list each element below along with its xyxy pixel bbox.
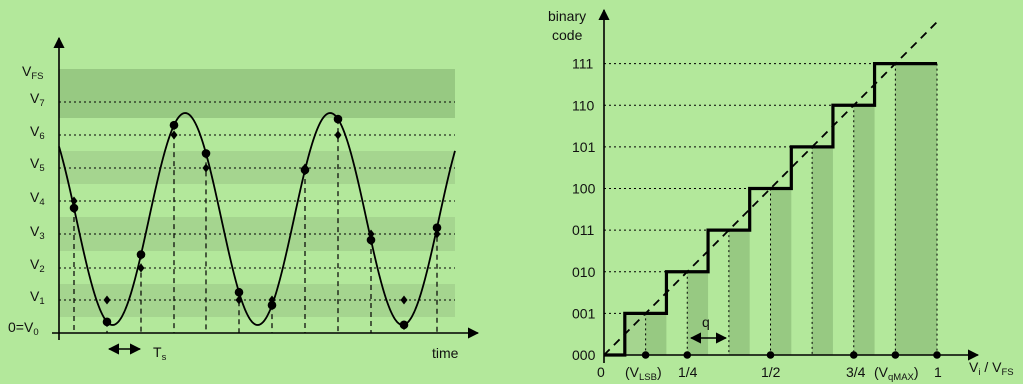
code-gap <box>666 272 687 355</box>
voltage-level-labels <box>8 63 45 338</box>
voltage-label-6: $V_6$ <box>30 123 45 142</box>
code-interval-bands <box>625 64 937 355</box>
code-band-5 <box>812 147 833 355</box>
code-band-4 <box>771 189 792 356</box>
code-band-1 <box>646 313 667 355</box>
x-tick-dot-1 <box>683 351 691 359</box>
voltage-label-1: $V_1$ <box>30 288 45 307</box>
sample-dot-10 <box>400 321 409 330</box>
sample-period-label: $T_s$ <box>153 344 167 363</box>
x-tick-label-zero: 0 <box>597 364 605 380</box>
binary-code-title-line1: binary <box>548 8 587 24</box>
x-tick-dot-5 <box>933 351 941 359</box>
sample-dot-5 <box>235 288 244 297</box>
x-tick-dot-4 <box>892 351 900 359</box>
sample-dot-8 <box>334 115 343 124</box>
sampling-panel <box>8 38 478 363</box>
code-label-010: 010 <box>572 263 596 280</box>
quantized-diamond-8 <box>335 131 342 140</box>
binary-code-labels <box>572 56 596 363</box>
code-band-7 <box>895 64 937 355</box>
voltage-label-8: $V_{FS}$ <box>22 63 44 82</box>
x-tick-label-three-quarter: 3/4 <box>846 364 866 380</box>
code-label-001: 001 <box>572 305 596 322</box>
voltage-label-3: $V_3$ <box>30 223 45 242</box>
code-label-011: 011 <box>572 222 595 239</box>
x-tick-label-quarter: 1/4 <box>678 364 698 380</box>
level-band-0 <box>59 69 455 118</box>
level-gridlines <box>59 102 455 300</box>
voltage-label-7: $V_7$ <box>30 90 45 109</box>
x-tick-dot-0 <box>642 351 650 359</box>
code-label-111: 111 <box>572 55 594 72</box>
code-label-110: 110 <box>572 97 595 114</box>
x-tick-label-vlsb: $(V_{LSB})$ <box>625 364 662 383</box>
x-axis-label-vi-over-vfs: $V_i / V_{FS}$ <box>969 359 1014 378</box>
quantization-bands <box>59 69 455 317</box>
sample-dot-1 <box>103 318 112 327</box>
x-tick-dot-2 <box>767 351 775 359</box>
code-band-lead <box>625 313 646 355</box>
sample-dot-2 <box>137 250 146 259</box>
voltage-label-5: $V_5$ <box>30 155 45 174</box>
voltage-label-4: $V_4$ <box>30 189 45 208</box>
voltage-label-0: $0=V_0$ <box>8 319 39 338</box>
x-tick-label-half: 1/2 <box>761 364 781 380</box>
code-label-100: 100 <box>572 180 596 197</box>
x-tick-label-vqmax: $(V_{qMAX})$ <box>874 364 919 383</box>
sample-dot-4 <box>202 149 211 158</box>
code-label-000: 000 <box>572 347 596 363</box>
time-axis-label: time <box>432 345 459 361</box>
q-step-label: q <box>702 314 710 330</box>
code-label-101: 101 <box>572 138 596 155</box>
code-band-3 <box>729 230 750 355</box>
quantizer-transfer-panel <box>548 8 1014 383</box>
code-band-6 <box>854 105 875 355</box>
voltage-label-2: $V_2$ <box>30 256 45 275</box>
binary-code-title-line2: code <box>552 27 583 43</box>
x-tick-label-one: 1 <box>934 364 942 380</box>
sample-dot-3 <box>170 121 179 130</box>
x-tick-dot-3 <box>850 351 858 359</box>
